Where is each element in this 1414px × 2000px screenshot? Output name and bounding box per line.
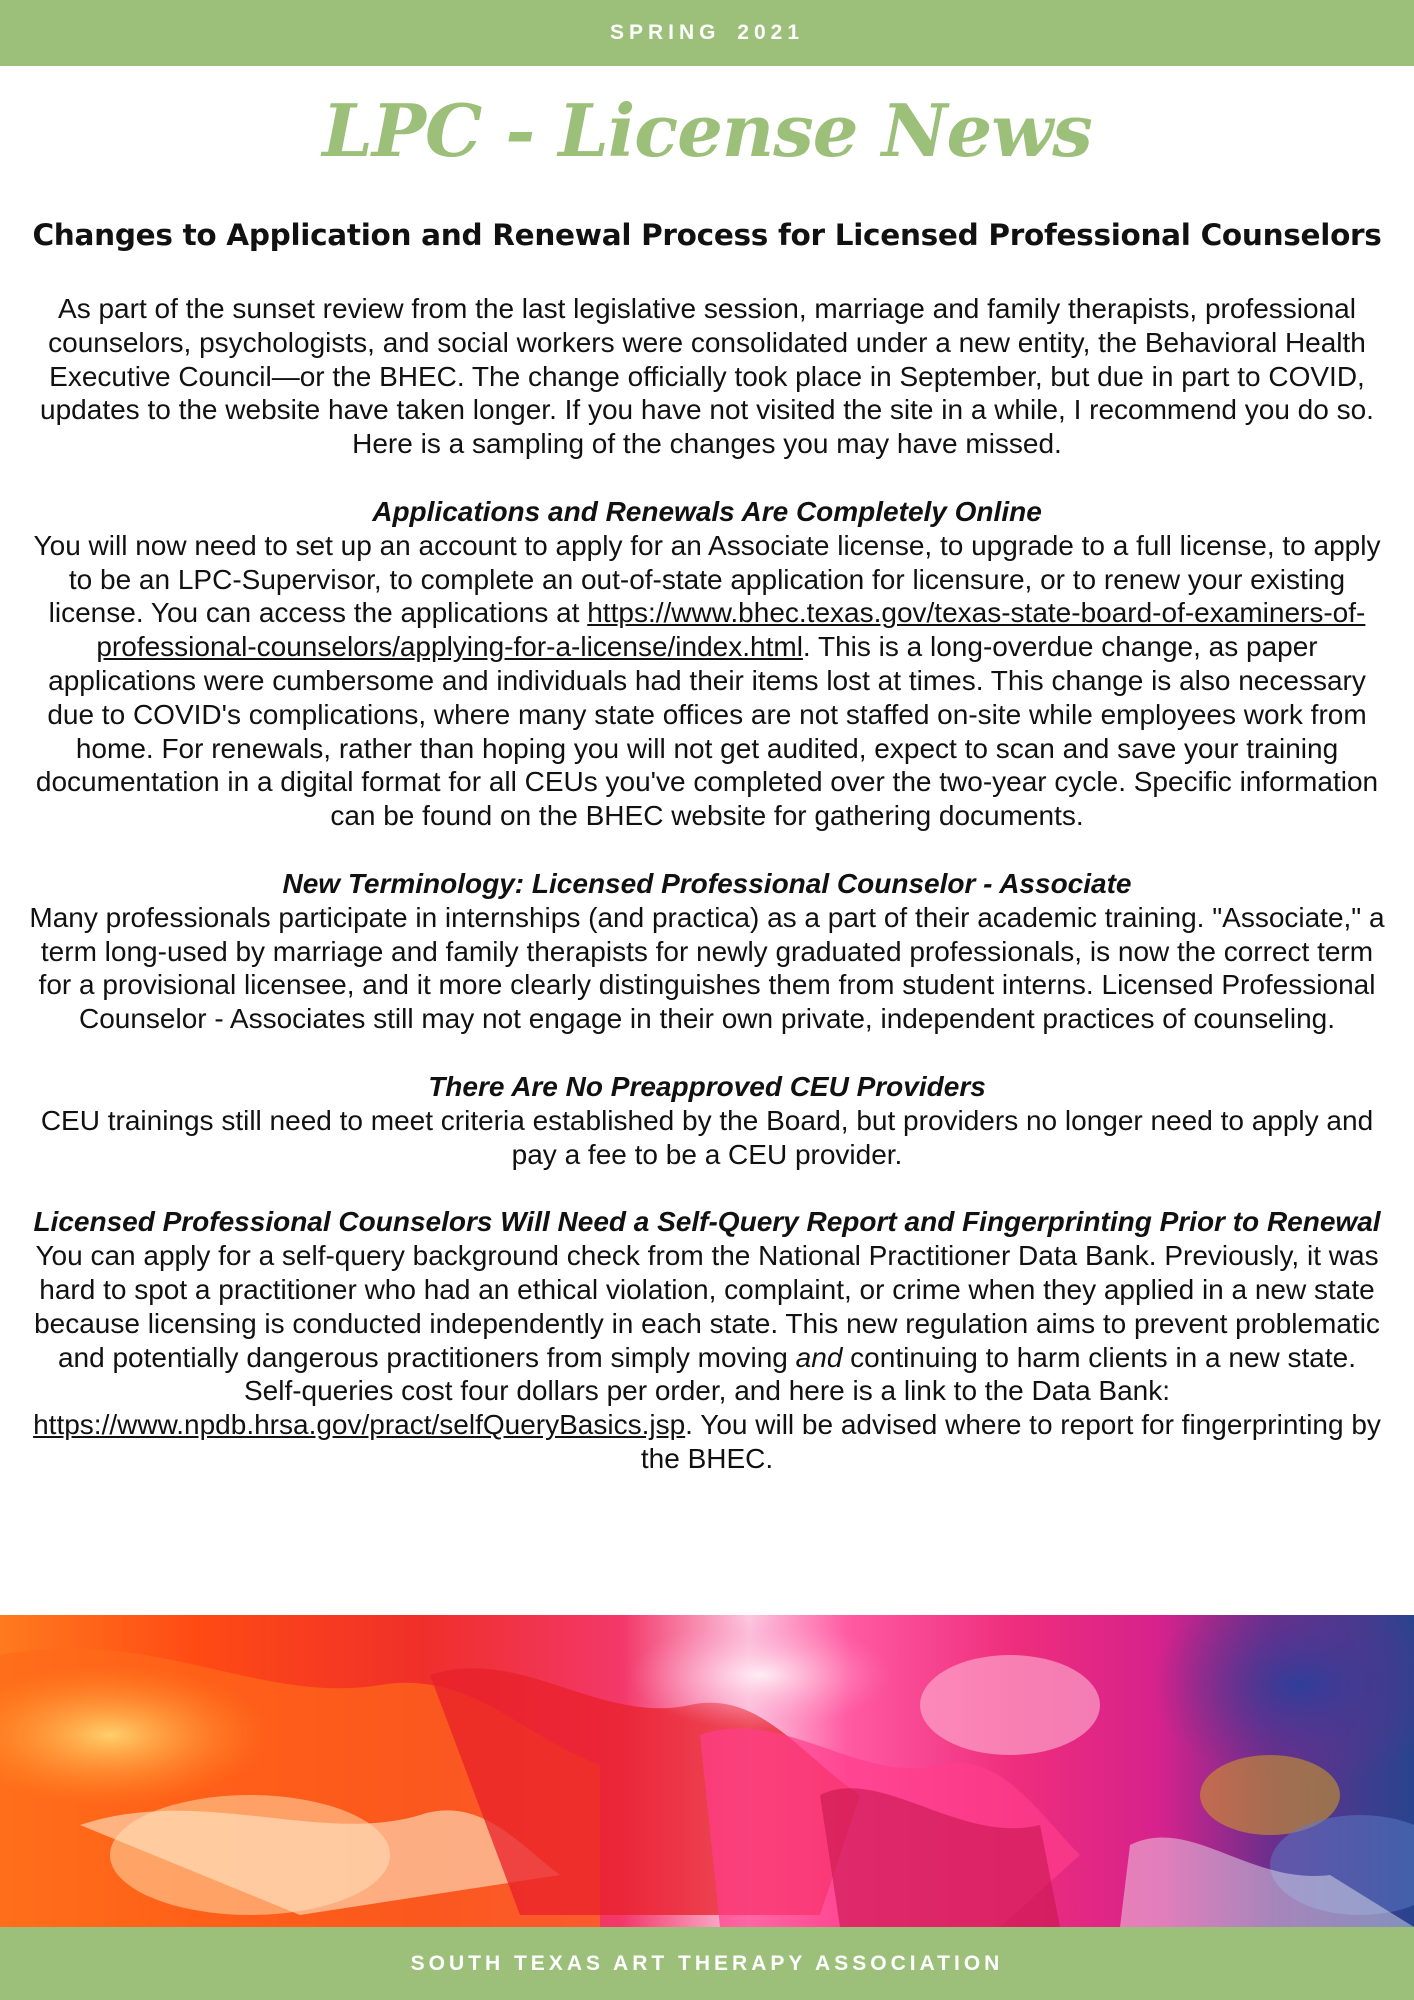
npdb-self-query-link[interactable]: https://www.npdb.hrsa.gov/pract/selfQueryBasics.jsp bbox=[33, 1409, 686, 1441]
bottom-banner bbox=[0, 1927, 1414, 2000]
paint-artwork bbox=[0, 1615, 1414, 1927]
section-text-online-a: You will now need to set up an account to apply for an Associate license, to upgrade to a full license, to apply to be an LPC-Supervisor, to complete an out-of-state application for licensure, or to renew your existing license. You can access the applications at bbox=[33, 529, 1381, 629]
section-text-self-query-a: You can apply for a self-query background check from the National Practitioner Data Bank. Previously, it was hard to spot a practitioner who had an ethical violation, complaint, or crime when they applied in a new state because licensing is conducted independently in each state. This new regulation aims to prevent problematic and potentially dangerous practitioners from simply moving bbox=[34, 1240, 1380, 1373]
organization-name: SOUTH TEXAS ART THERAPY ASSOCIATION bbox=[410, 1951, 1004, 1975]
section-text-self-query bbox=[28, 1239, 1386, 1476]
section-title-terminology: New Terminology: Licensed Professional Counselor - Associate bbox=[282, 867, 1132, 899]
section-title-self-query: Licensed Professional Counselors Will Need a Self-Query Report and Fingerprinting Prior to Renewal bbox=[33, 1206, 1381, 1238]
bhec-applications-link[interactable]: https://www.bhec.texas.gov/texas-state-board-of-examiners-of-professional-counselors/applying-for-a-license/index.html bbox=[96, 597, 1366, 663]
emphasis-and: and bbox=[795, 1341, 843, 1373]
section-text-terminology: Many professionals participate in internships (and practica) as a part of their academic training. "Associate," a term long-used by marriage and family therapists for newly graduated professionals, is now the correct term for a provisional licensee, and it more clearly distinguishes them from student interns. Licensed Professional Counselor - Associates still may not engage in their own private, independent practices of counseling. bbox=[29, 901, 1385, 1035]
abstract-paint-banner bbox=[0, 1615, 1414, 1927]
section-text-self-query-c: . You will be advised where to report for fingerprinting by the BHEC. bbox=[640, 1409, 1381, 1474]
intro-paragraph: As part of the sunset review from the last legislative session, marriage and family therapists, professional counselors, psychologists, and social workers were consolidated under a new entity, the Behavioral Health Executive Council—or the BHEC. The change officially took place in September, but due in part to COVID, updates to the website have taken longer. If you have not visited the site in a while, I recommend you do so. Here is a sampling of the changes you may have missed. bbox=[40, 293, 1374, 460]
issue-season: SPRING 2021 bbox=[609, 21, 805, 44]
section-text-self-query-b: continuing to harm clients in a new state. Self-queries cost four dollars per order, and here is a link to the Data Bank: bbox=[243, 1341, 1357, 1407]
section-text-online-b: . This is a long-overdue change, as paper applications were cumbersome and individuals had their items lost at times. This change is also necessary due to COVID's complications, where many state offices are not staffed on-site while employees work from home. For renewals, rather than hoping you will not get audited, expect to scan and save your training documentation in a digital format for all CEUs you've completed over the two-year cycle. Specific information can be found on the BHEC website for gathering documents. bbox=[35, 631, 1379, 832]
top-banner bbox=[0, 0, 1414, 66]
article-headline: Changes to Application and Renewal Process for Licensed Professional Counselors bbox=[32, 218, 1382, 252]
section-title-ceu: There Are No Preapproved CEU Providers bbox=[428, 1070, 986, 1102]
section-text-online bbox=[28, 529, 1386, 833]
article-body bbox=[28, 292, 1386, 1476]
section-title-online: Applications and Renewals Are Completely Online bbox=[372, 495, 1042, 527]
section-text-ceu: CEU trainings still need to meet criteria established by the Board, but providers no longer need to apply and pay a fee to be a CEU provider. bbox=[40, 1104, 1374, 1170]
newsletter-title: LPC - License News bbox=[322, 88, 1092, 173]
